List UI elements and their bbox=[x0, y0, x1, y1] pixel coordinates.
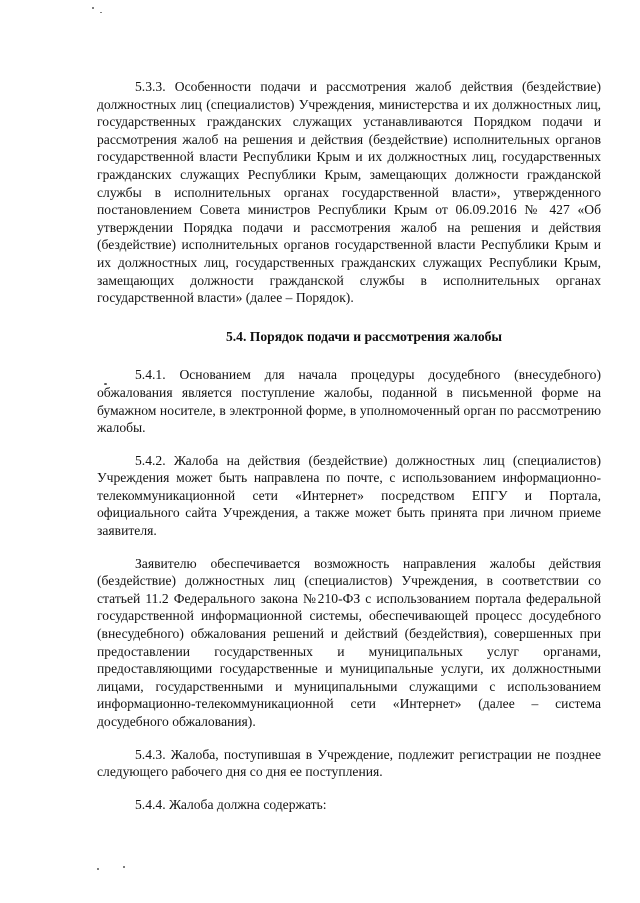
paragraph-5-4-1: 5.4.1. Основанием для начала процедуры досудебного (внесудебного) обжалования является поступление жалобы, поданной в письменной форме на бумажном носителе, в электронной форме, в уполномоченный орган по рассмотрению жалобы. bbox=[97, 367, 601, 436]
paragraph-5-3-3: 5.3.3. Особенности подачи и рассмотрения жалоб действия (бездействие) должностных лиц (специалистов) Учреждения, министерства и их должностных лиц, государственных гражданских служащих устанавливаются Порядком подачи и рассмотрения жалоб на решения и действия (бездействие) исполнительных органов государственной власти Республики Крым и их должностных лиц, государственных гражданских служащих Республики Крым, замещающих должности гражданской службы в исполнительных органах государственной власти», утвержденного постановлением Совета министров Республики Крым от 06.09.2016 № 427 «Об утверждении Порядка подачи и рассмотрения жалоб на решения и действия (бездействие) исполнительных органов государственной власти Республики Крым и их должностных лиц, государственных гражданских служащих Республики Крым, замещающих должности гражданской службы в исполнительных органах государственной власти» (далее – Порядок). bbox=[97, 79, 601, 306]
scan-speck bbox=[97, 868, 99, 870]
paragraph-5-4-2: 5.4.2. Жалоба на действия (бездействие) должностных лиц (специалистов) Учреждения может быть направлена по почте, с использованием информационно-телекоммуникационной сети «Интернет» посредством ЕПГУ и Портала, официального сайта Учреждения, а также может быть принята при личном приеме заявителя. bbox=[97, 452, 601, 539]
paragraph-5-4-3: 5.4.3. Жалоба, поступившая в Учреждение, подлежит регистрации не позднее следующего рабочего дня со дня ее поступления. bbox=[97, 746, 601, 780]
paragraph-5-4-4: 5.4.4. Жалоба должна содержать: bbox=[135, 796, 327, 812]
paragraph-applicant: Заявителю обеспечивается возможность направления жалобы действия (бездействие) должностных лиц (специалистов) Учреждения, в соответствии со статьей 11.2 Федерального закона №210-ФЗ с использованием портала федеральной государственной информационной системы, обеспечивающей процесс досудебного (внесудебного) обжалования решений и действий (бездействия), совершенных при предоставлении государственных и муниципальных услуг органами, предоставляющими государственные и муниципальные услуги, их должностными лицами, государственными и муниципальными служащими с использованием информационно-телекоммуникационной сети «Интернет» (далее – система досудебного обжалования). bbox=[97, 555, 601, 729]
document-body bbox=[97, 78, 601, 813]
section-heading-5-4: 5.4. Порядок подачи и рассмотрения жалобы bbox=[225, 328, 503, 344]
scan-speck bbox=[92, 7, 94, 9]
scan-speck bbox=[123, 866, 125, 868]
scan-speck bbox=[100, 12, 102, 13]
